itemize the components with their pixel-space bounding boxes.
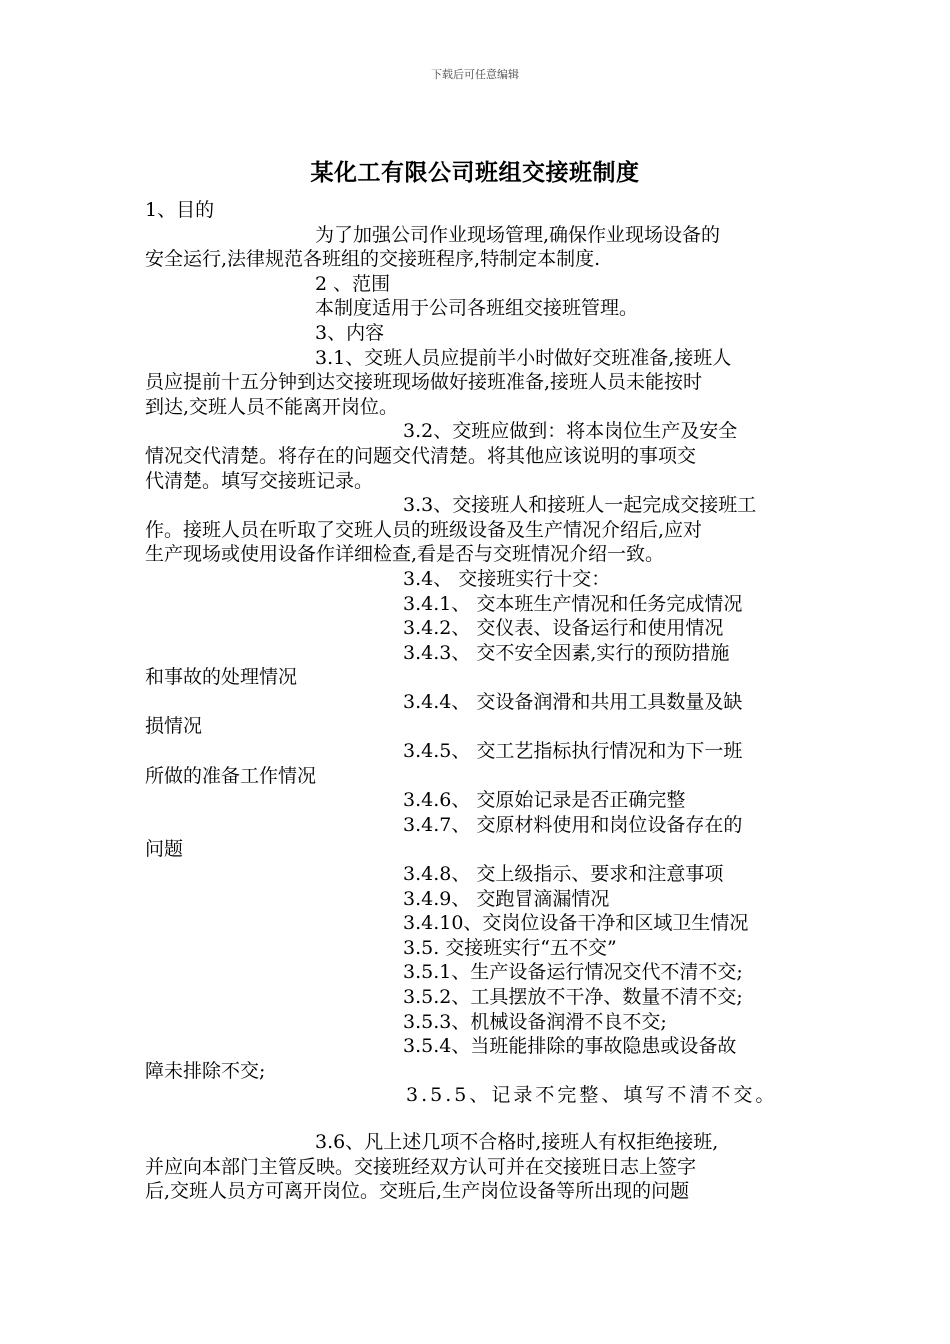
list-item: 3.4.2、 交仪表、设备运行和使用情况 — [403, 617, 724, 640]
paragraph-line: 作。接班人员在听取了交班人员的班级设备及生产情况介绍后,应对 — [145, 518, 703, 541]
list-item: 3.4.10、交岗位设备干净和区域卫生情况 — [403, 912, 749, 935]
paragraph-line: 代清楚。填写交接班记录。 — [145, 469, 374, 492]
list-heading: 3.5. 交接班实行“五不交” — [403, 936, 617, 959]
paragraph-line: 情况交代清楚。将存在的问题交代清楚。将其他应该说明的事项交 — [145, 444, 697, 467]
page-header-note: 下载后可任意编辑 — [431, 68, 519, 81]
paragraph-gap — [145, 1108, 815, 1130]
document-title: 某化工有限公司班组交接班制度 — [310, 160, 640, 186]
list-heading: 3.4、 交接班实行十交： — [403, 567, 611, 590]
list-item: 3.5.4、当班能排除的事故隐患或设备故 — [403, 1035, 737, 1058]
paragraph-line: 3.2、交班应做到：将本岗位生产及安全 — [403, 420, 738, 443]
paragraph-line: 3.3、交接班人和接班人一起完成交接班工 — [403, 494, 757, 517]
paragraph-line: 为了加强公司作业现场管理,确保作业现场设备的 — [315, 223, 721, 246]
paragraph-line: 生产现场或使用设备作详细检查,看是否与交班情况介绍一致。 — [145, 543, 665, 566]
paragraph-line: 3.1、交班人员应提前半小时做好交班准备,接班人 — [315, 346, 732, 369]
list-item: 3.4.4、 交设备润滑和共用工具数量及缺 — [403, 690, 743, 713]
list-item: 3.4.8、 交上级指示、要求和注意事项 — [403, 863, 724, 886]
list-item: 3.4.1、 交本班生产情况和任务完成情况 — [403, 592, 743, 615]
paragraph-line: 员应提前十五分钟到达交接班现场做好接班准备,接班人员未能按时 — [145, 371, 703, 394]
section-heading-purpose: 1、目的 — [145, 199, 215, 221]
section-heading-scope: 2 、范围 — [315, 272, 391, 295]
list-item: 3.5.5、记录不完整、填写不清不交。 — [406, 1084, 778, 1107]
list-item-continuation: 所做的准备工作情况 — [145, 764, 317, 787]
list-item-continuation: 损情况 — [145, 715, 203, 738]
list-item: 3.5.2、工具摆放不干净、数量不清不交; — [403, 986, 743, 1008]
paragraph-line: 3.6、凡上述几项不合格时,接班人有权拒绝接班, — [315, 1130, 719, 1153]
document-body — [145, 198, 815, 1204]
list-item: 3.4.6、 交原始记录是否正确完整 — [403, 789, 686, 812]
list-item: 3.4.7、 交原材料使用和岗位设备存在的 — [403, 813, 743, 836]
list-item: 3.5.1、生产设备运行情况交代不清不交; — [403, 961, 743, 984]
list-item-continuation: 问题 — [145, 838, 184, 861]
list-item: 3.4.9、 交跑冒滴漏情况 — [403, 887, 610, 910]
paragraph-line: 本制度适用于公司各班组交接班管理。 — [315, 297, 639, 320]
paragraph-line: 到达,交班人员不能离开岗位。 — [145, 395, 399, 418]
paragraph-line: 后,交班人员方可离开岗位。交班后,生产岗位设备等所出现的问题 — [145, 1180, 690, 1203]
paragraph-line: 并应向本部门主管反映。交接班经双方认可并在交接班日志上签字 — [145, 1155, 697, 1178]
paragraph-line: 安全运行,法律规范各班组的交接班程序,特制定本制度. — [145, 248, 601, 271]
list-item: 3.4.3、 交不安全因素,实行的预防措施 — [403, 641, 730, 664]
list-item: 3.5.3、机械设备润滑不良不交; — [403, 1010, 667, 1033]
list-item: 3.4.5、 交工艺指标执行情况和为下一班 — [403, 740, 743, 763]
list-item-continuation: 和事故的处理情况 — [145, 666, 298, 689]
section-heading-content: 3、内容 — [315, 321, 385, 344]
list-item-continuation: 障未排除不交; — [145, 1059, 266, 1082]
